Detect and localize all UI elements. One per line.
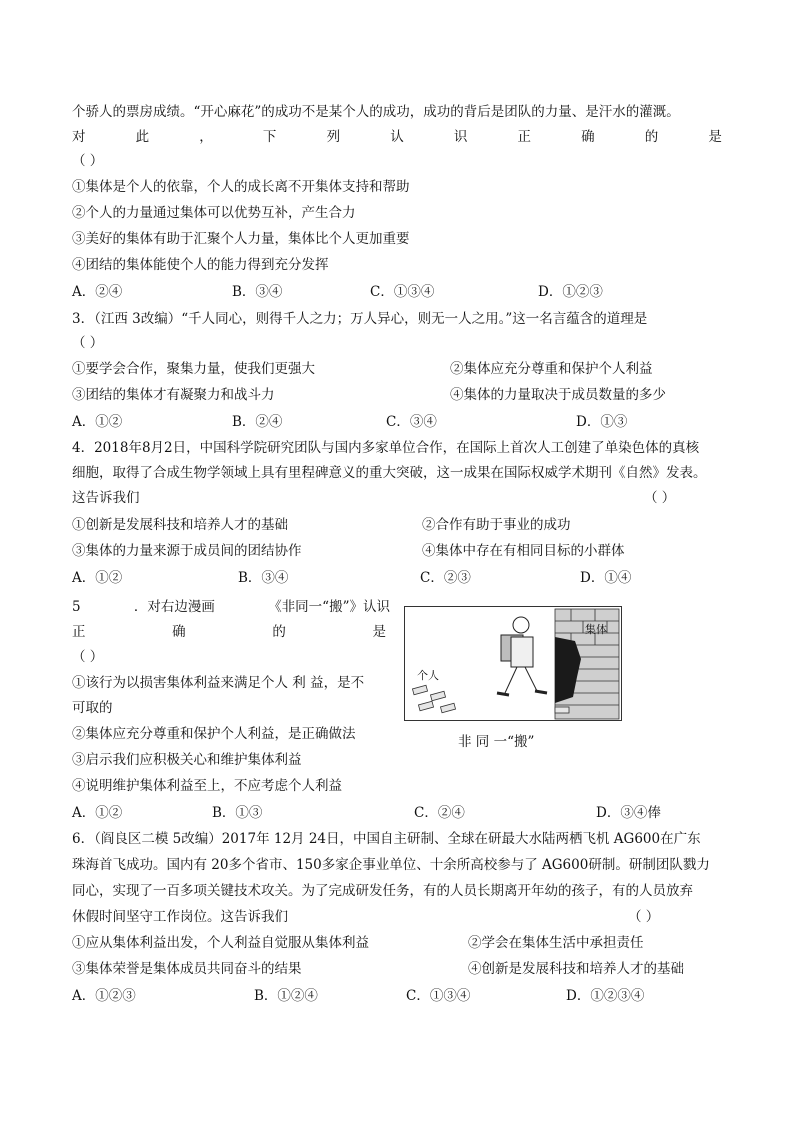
q3-option-d[interactable]: D．①③	[576, 414, 628, 430]
q2-item-1: ①集体是个人的依靠，个人的成长离不开集体支持和帮助	[72, 179, 410, 195]
q5-option-c[interactable]: C．②④	[414, 805, 465, 821]
q5-stem-char: 的	[272, 624, 286, 640]
q2-item-2: ②个人的力量通过集体可以优势互补，产生合力	[72, 205, 356, 221]
q5-stem-part: 5	[72, 599, 81, 615]
q6-item-3: ③集体荣誉是集体成员共同奋斗的结果	[72, 961, 302, 977]
q4-option-d[interactable]: D．①④	[580, 570, 632, 586]
q2-stem-char: 是	[708, 129, 722, 145]
q5-item-3: ③启示我们应积极关心和维护集体利益	[72, 752, 302, 768]
q2-option-c[interactable]: C．①③④	[370, 284, 435, 300]
q3-option-c[interactable]: C．③④	[386, 414, 437, 430]
q6-item-2: ②学会在集体生活中承担责任	[468, 935, 644, 951]
q2-stem-char: 确	[581, 129, 595, 145]
q2-stem-char: 对	[72, 129, 86, 145]
q4-item-1: ①创新是发展科技和培养人才的基础	[72, 517, 288, 533]
q5-item-2: ②集体应充分尊重和保护个人利益，是正确做法	[72, 726, 356, 742]
q5-item-4: ④说明维护集体利益至上，不应考虑个人利益	[72, 778, 342, 794]
person-figure	[497, 617, 547, 695]
q5-stem-char: 正	[72, 624, 86, 640]
q6-option-a[interactable]: A．①②③	[72, 988, 136, 1004]
q5-option-d[interactable]: D．③④俸	[596, 805, 661, 821]
q2-option-b[interactable]: B．③④	[232, 284, 283, 300]
q3-item-4: ④集体的力量取决于成员数量的多少	[450, 387, 666, 403]
q6-answer-paren: （ ）	[628, 909, 660, 925]
q2-stem-char: 认	[390, 129, 404, 145]
q6-option-c[interactable]: C．①③④	[406, 988, 471, 1004]
q6-option-d[interactable]: D．①②③④	[566, 988, 645, 1004]
q2-stem-char: ，	[199, 129, 213, 145]
q4-answer-paren: （ ）	[644, 490, 676, 506]
q5-stem-line2	[72, 623, 386, 641]
q5-stem-line1	[72, 598, 390, 616]
label-individual: 个人	[417, 669, 439, 682]
q5-item-1-line1: ①该行为以损害集体利益来满足个人 利 益，是不	[72, 675, 365, 691]
q5-item-1-line2: 可取的	[72, 700, 113, 716]
q2-stem-line2	[72, 128, 722, 146]
cartoon-caption: 非 同 一“搬”	[458, 734, 535, 750]
q4-option-a[interactable]: A．①②	[72, 570, 123, 586]
q6-item-4: ④创新是发展科技和培养人才的基础	[468, 961, 684, 977]
q2-stem-char: 正	[517, 129, 531, 145]
q5-stem-char: 确	[172, 624, 186, 640]
q2-answer-paren: （ ）	[72, 153, 104, 169]
q2-stem-char: 列	[326, 129, 341, 145]
cartoon-illustration	[405, 607, 621, 720]
q4-stem-line3: 这告诉我们	[72, 490, 140, 506]
q2-option-a[interactable]: A．②④	[72, 284, 123, 300]
q2-stem-char: 的	[644, 129, 659, 145]
q2-stem-char: 识	[453, 129, 468, 145]
q2-option-d[interactable]: D．①②③	[538, 284, 603, 300]
cartoon-image	[404, 606, 622, 721]
q2-item-4: ④团结的集体能使个人的能力得到充分发挥	[72, 257, 329, 273]
q3-item-1: ①要学会合作，聚集力量，使我们更强大	[72, 361, 315, 377]
q3-item-3: ③团结的集体才有凝聚力和战斗力	[72, 387, 275, 403]
q3-option-b[interactable]: B．②④	[232, 414, 283, 430]
q5-stem-part: ．对右边漫画	[133, 599, 215, 615]
q6-option-b[interactable]: B．①②④	[254, 988, 318, 1004]
q3-stem: 3．（江西 3改编）“千人同心，则得千人之力；万人异心，则无一人之用。”这一名言蕴含的道理是	[72, 311, 648, 327]
q5-option-a[interactable]: A．①②	[72, 805, 123, 821]
q3-option-a[interactable]: A．①②	[72, 414, 123, 430]
q3-item-2: ②集体应充分尊重和保护个人利益	[450, 361, 653, 377]
q5-stem-char: 是	[372, 624, 386, 640]
q2-stem-char: 此	[135, 129, 150, 145]
q4-item-4: ④集体中存在有相同目标的小群体	[422, 543, 625, 559]
scattered-bricks	[412, 685, 569, 713]
q3-answer-paren: （ ）	[72, 335, 104, 351]
q6-stem-line2: 珠海首飞成功。国内有 20多个省市、150多家企事业单位、十余所高校参与了 AG600研制。研制团队戮力	[72, 857, 710, 873]
q2-stem-char: 下	[262, 129, 277, 145]
q4-item-2: ②合作有助于事业的成功	[422, 517, 571, 533]
q6-stem-line4: 休假时间坚守工作岗位。这告诉我们	[72, 909, 288, 925]
q4-item-3: ③集体的力量来源于成员间的团结协作	[72, 543, 302, 559]
q4-stem-line2: 细胞，取得了合成生物学领域上具有里程碑意义的重大突破，这一成果在国际权威学术期刊《自然》发表。	[72, 465, 707, 481]
q6-stem-line3: 同心，实现了一百多项关键技术攻关。为了完成研发任务，有的人员长期离开年幼的孩子，有的人员放弃	[72, 883, 693, 899]
q2-stem-line1: 个骄人的票房成绩。“开心麻花”的成功不是某个人的成功，成功的背后是团队的力量、是汗水的灌溉。	[72, 104, 680, 120]
q6-stem-line1: 6．（阎良区二模 5改编）2017年 12月 24日，中国自主研制、全球在研最大水陆两栖飞机 AG600在广东	[72, 831, 701, 847]
q4-stem-line1: 4．2018年8月2日，中国科学院研究团队与国内多家单位合作，在国际上首次人工创建了单染色体的真核	[72, 440, 700, 456]
q5-answer-paren: （ ）	[72, 649, 104, 665]
q4-option-b[interactable]: B．③④	[238, 570, 289, 586]
label-collective: 集体	[585, 623, 607, 636]
q6-item-1: ①应从集体利益出发，个人利益自觉服从集体利益	[72, 935, 369, 951]
q5-stem-part: 《非同一“搬”》认识	[268, 599, 390, 615]
q2-item-3: ③美好的集体有助于汇聚个人力量，集体比个人更加重要	[72, 231, 410, 247]
q5-option-b[interactable]: B．①③	[212, 805, 263, 821]
q4-option-c[interactable]: C．②③	[420, 570, 471, 586]
